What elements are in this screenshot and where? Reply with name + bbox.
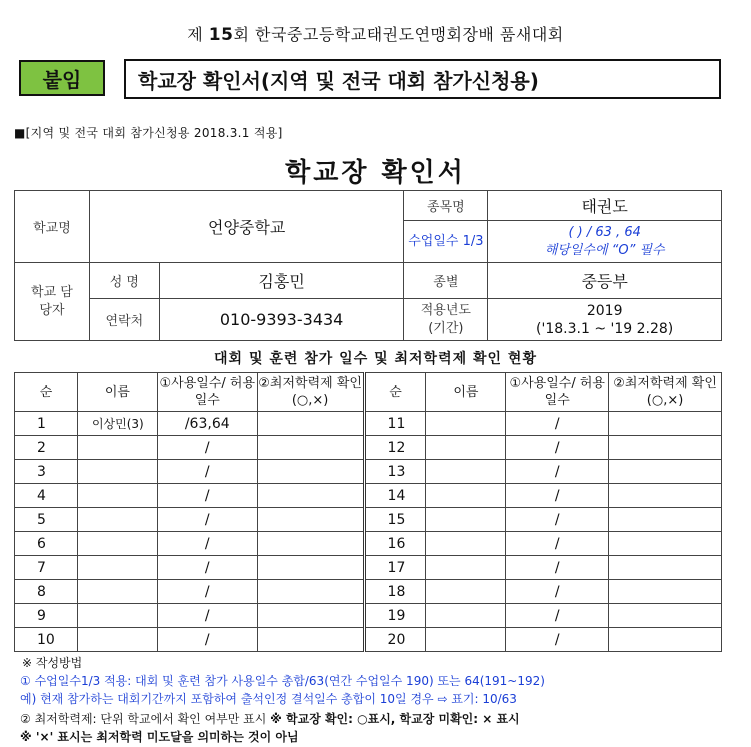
academic-check-cell[interactable] [257,556,364,580]
days-cell[interactable]: / [157,532,257,556]
table-row [15,412,722,436]
header-academic-left: ②최저학력제 확인(○,×) [257,373,364,412]
student-name-cell[interactable] [77,532,157,556]
row-number: 11 [364,412,426,436]
academic-check-cell[interactable] [609,604,722,628]
header-name-left: 이름 [77,373,157,412]
days-cell[interactable]: / [157,628,257,652]
days-cell[interactable]: / [506,436,609,460]
student-name-cell[interactable] [426,508,506,532]
row-number: 16 [364,532,426,556]
annex-badge: 붙임 [19,60,105,96]
contact-value[interactable]: 010-9393-3434 [159,299,404,341]
table-row [15,604,722,628]
days-cell[interactable]: / [506,460,609,484]
row-number: 18 [364,580,426,604]
student-name-cell[interactable] [426,580,506,604]
academic-check-cell[interactable] [609,580,722,604]
method-line-3-prefix: ② 최저학력제: 단위 학교에서 확인 여부만 표시 [20,712,271,726]
student-name-cell[interactable] [426,532,506,556]
days-cell[interactable]: / [506,532,609,556]
table-row [15,580,722,604]
student-name-cell[interactable] [426,628,506,652]
row-number: 8 [15,580,78,604]
academic-check-cell[interactable] [257,508,364,532]
class-days-value: ( ) / 63 , 64 [568,224,641,240]
row-number: 9 [15,604,78,628]
student-name-cell[interactable] [77,604,157,628]
method-line-4-text: ※ '×' 표시는 최저학력 미도달을 의미하는 것이 아님 [20,730,299,744]
participation-roster-table [14,372,722,652]
event-title [0,22,751,45]
academic-check-cell[interactable] [609,436,722,460]
student-name-cell[interactable] [426,460,506,484]
manager-label: 학교 담당자 [15,263,90,341]
academic-check-cell[interactable] [609,556,722,580]
table-row [15,484,722,508]
row-number: 5 [15,508,78,532]
row-number: 2 [15,436,78,460]
academic-check-cell[interactable] [609,508,722,532]
event-value[interactable]: 태권도 [488,191,722,221]
event-suffix: 회 한국중고등학교태권도연맹회장배 품새대회 [233,25,564,44]
days-cell[interactable]: / [506,556,609,580]
year-value: 2019 [586,302,623,319]
student-name-cell[interactable] [77,484,157,508]
header-academic-right: ②최저학력제 확인(○,×) [609,373,722,412]
days-cell[interactable]: / [157,604,257,628]
days-cell[interactable]: / [506,604,609,628]
academic-check-cell[interactable] [257,436,364,460]
row-number: 12 [364,436,426,460]
document-title: 학교장 확인서 [285,158,466,188]
table-row [15,436,722,460]
name-value[interactable]: 김홍민 [159,263,404,299]
academic-check-cell[interactable] [257,604,364,628]
academic-check-cell[interactable] [609,484,722,508]
year-cell[interactable] [488,299,722,341]
days-cell[interactable]: /63,64 [157,412,257,436]
row-number: 13 [364,460,426,484]
row-number: 6 [15,532,78,556]
student-name-cell[interactable] [426,436,506,460]
student-name-cell[interactable] [77,556,157,580]
row-number: 7 [15,556,78,580]
academic-check-cell[interactable] [257,628,364,652]
days-cell[interactable]: / [506,508,609,532]
row-number: 4 [15,484,78,508]
header-no-right: 순 [364,373,426,412]
days-cell[interactable]: / [157,556,257,580]
days-cell[interactable]: / [506,628,609,652]
academic-check-cell[interactable] [257,484,364,508]
table-row [15,556,722,580]
academic-check-cell[interactable] [257,412,364,436]
event-number: 15 [208,25,234,45]
method-line-3 [20,710,520,727]
academic-check-cell[interactable] [257,580,364,604]
form-title: 학교장 확인서(지역 및 전국 대회 참가신청용) [124,59,721,99]
event-label: 종목명 [404,191,488,221]
student-name-cell[interactable] [77,460,157,484]
student-name-cell[interactable] [426,484,506,508]
days-cell[interactable]: / [506,580,609,604]
division-label: 종별 [404,263,488,299]
header-days-right: ①사용일수/ 허용일수 [506,373,609,412]
roster-header-row [15,373,722,412]
days-cell[interactable]: / [506,484,609,508]
student-name-cell[interactable] [77,508,157,532]
student-name-cell[interactable] [426,556,506,580]
row-number: 15 [364,508,426,532]
table-row [15,460,722,484]
method-line-3-bold: ※ 학교장 확인: ○표시, 학교장 미확인: × 표시 [270,712,520,726]
header-days-left: ①사용일수/ 허용일수 [157,373,257,412]
method-line-2: 예) 현재 참가하는 대회기간까지 포함하여 출석인정 결석일수 총합이 10일 경우 ⇨ 표기: 10/63 [20,692,517,706]
class-days-cell[interactable] [488,221,722,263]
academic-check-cell[interactable] [609,532,722,556]
row-number: 3 [15,460,78,484]
row-number: 17 [364,556,426,580]
name-label: 성 명 [89,263,159,299]
section-title: 대회 및 훈련 참가 일수 및 최저학력제 확인 현황 [214,351,537,367]
class-days-note: 해당일수에 “O” 필수 [544,242,665,258]
year-label: 적용년도 (기간) [404,299,488,341]
year-period: ('18.3.1 ~ '19 2.28) [536,320,674,337]
method-line-4 [20,728,299,745]
row-number: 10 [15,628,78,652]
table-row [15,532,722,556]
applicability-note: ■[지역 및 전국 대회 참가신청용 2018.3.1 적용] [14,126,283,140]
method-heading: ※ 작성방법 [22,656,83,670]
school-info-table [14,190,722,341]
student-name-cell[interactable]: 이상민(3) [77,412,157,436]
days-cell[interactable]: / [157,508,257,532]
table-row [15,628,722,652]
table-row [15,508,722,532]
student-name-cell[interactable] [426,412,506,436]
row-number: 20 [364,628,426,652]
student-name-cell[interactable] [77,436,157,460]
method-line-1: ① 수업일수1/3 적용: 대회 및 훈련 참가 사용일수 총합/63(연간 수업일수 190) 또는 64(191~192) [20,674,545,688]
academic-check-cell[interactable] [609,460,722,484]
days-cell[interactable]: / [157,460,257,484]
row-number: 1 [15,412,78,436]
days-cell[interactable]: / [157,484,257,508]
row-number: 19 [364,604,426,628]
academic-check-cell[interactable] [609,628,722,652]
student-name-cell[interactable] [426,604,506,628]
division-value[interactable]: 중등부 [488,263,722,299]
student-name-cell[interactable] [77,580,157,604]
header-name-right: 이름 [426,373,506,412]
student-name-cell[interactable] [77,628,157,652]
header-no-left: 순 [15,373,78,412]
days-cell[interactable]: / [506,412,609,436]
academic-check-cell[interactable] [257,460,364,484]
academic-check-cell[interactable] [257,532,364,556]
event-prefix: 제 [187,25,204,44]
days-cell[interactable]: / [157,580,257,604]
row-number: 14 [364,484,426,508]
academic-check-cell[interactable] [609,412,722,436]
contact-label: 연락처 [89,299,159,341]
school-label: 학교명 [15,191,90,263]
class-days-label: 수업일수 1/3 [404,221,488,263]
school-value[interactable]: 언양중학교 [89,191,403,263]
days-cell[interactable]: / [157,436,257,460]
